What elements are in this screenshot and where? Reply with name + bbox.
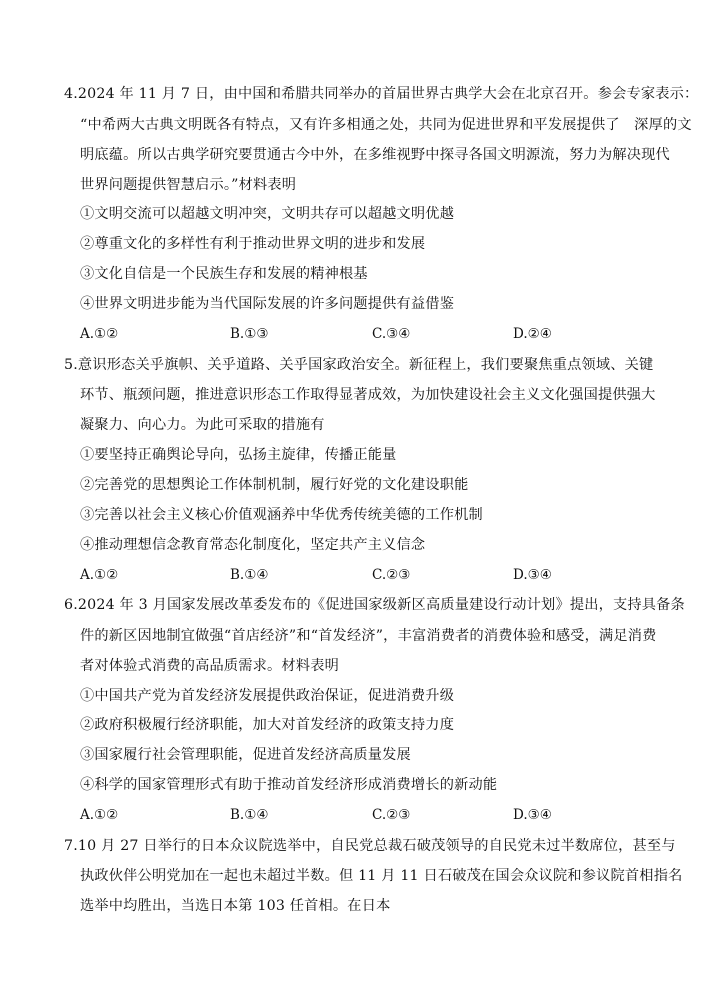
question-stem-line: 选举中均胜出，当选日本第 103 任首相。在日本 (80, 898, 391, 914)
question-stem-line: 明底蕴。所以古典学研究要贯通古今中外，在多维视野中探寻各国文明源流，努力为解决现代 (80, 147, 670, 163)
statement-item: ③文化自信是一个民族生存和发展的精神根基 (80, 266, 368, 282)
question-stem-line: 凝聚力、向心力。为此可采取的措施有 (80, 417, 325, 433)
statement-item: ④推动理想信念教育常态化制度化，坚定共产主义信念 (80, 537, 426, 553)
question-stem-line: 世界问题提供智慧启示。”材料表明 (80, 177, 297, 193)
question-stem-line: 4.2024 年 11 月 7 日，由中国和希腊共同举办的首届世界古典学大会在北京召开。参会专家表示： (64, 86, 699, 102)
question-stem-line: 执政伙伴公明党加在一起也未超过半数。但 11 月 11 日石破茂在国会众议院和参议院首相指名 (80, 868, 683, 884)
question-stem-line: 环节、瓶颈问题，推进意识形态工作取得显著成效，为加快建设社会主义文化强国提供强大 (80, 387, 656, 403)
question-stem-line: 者对体验式消费的高品质需求。材料表明 (80, 658, 339, 674)
statement-item: ②尊重文化的多样性有利于推动世界文明的进步和发展 (80, 236, 426, 252)
question-stem-line: 6.2024 年 3 月国家发展改革委发布的《促进国家级新区高质量建设行动计划》提出，支持具备条 (64, 597, 685, 613)
answer-option-b[interactable]: B.①③ (230, 326, 269, 342)
answer-option-c[interactable]: C.②③ (372, 807, 411, 823)
statement-item: ③完善以社会主义核心价值观涵养中华优秀传统美德的工作机制 (80, 507, 483, 523)
answer-option-a[interactable]: A.①② (80, 326, 119, 342)
statement-item: ③国家履行社会管理职能，促进首发经济高质量发展 (80, 747, 411, 763)
statement-item: ①要坚持正确舆论导向，弘扬主旋律，传播正能量 (80, 447, 397, 463)
statement-item: ④科学的国家管理形式有助于推动首发经济形成消费增长的新动能 (80, 777, 498, 793)
question-stem-line: 件的新区因地制宜做强“首店经济”和“首发经济”，丰富消费者的消费体验和感受，满足消费 (80, 628, 657, 644)
answer-option-b[interactable]: B.①④ (230, 807, 269, 823)
answer-option-c[interactable]: C.②③ (372, 567, 411, 583)
answer-option-c[interactable]: C.③④ (372, 326, 411, 342)
question-stem-line: 7.10 月 27 日举行的日本众议院选举中，自民党总裁石破茂领导的自民党未过半数席位，甚至与 (64, 838, 676, 854)
statement-item: ④世界文明进步能为当代国际发展的许多问题提供有益借鉴 (80, 296, 455, 312)
answer-option-d[interactable]: D.③④ (513, 567, 552, 583)
question-stem-line: “中希两大古典文明既各有特点，又有许多相通之处，共同为促进世界和平发展提供了 深厚的文 (80, 117, 692, 133)
question-stem-line: 5.意识形态关乎旗帜、关乎道路、关乎国家政治安全。新征程上，我们要聚焦重点领域、关键 (64, 357, 654, 373)
statement-item: ①文明交流可以超越文明冲突，文明共存可以超越文明优越 (80, 206, 455, 222)
statement-item: ②完善党的思想舆论工作体制机制，履行好党的文化建设职能 (80, 477, 469, 493)
statement-item: ①中国共产党为首发经济发展提供政治保证，促进消费升级 (80, 688, 455, 704)
answer-option-b[interactable]: B.①④ (230, 567, 269, 583)
answer-option-a[interactable]: A.①② (80, 567, 119, 583)
answer-option-d[interactable]: D.③④ (513, 807, 552, 823)
answer-option-d[interactable]: D.②④ (513, 326, 552, 342)
answer-option-a[interactable]: A.①② (80, 807, 119, 823)
statement-item: ②政府积极履行经济职能，加大对首发经济的政策支持力度 (80, 717, 455, 733)
